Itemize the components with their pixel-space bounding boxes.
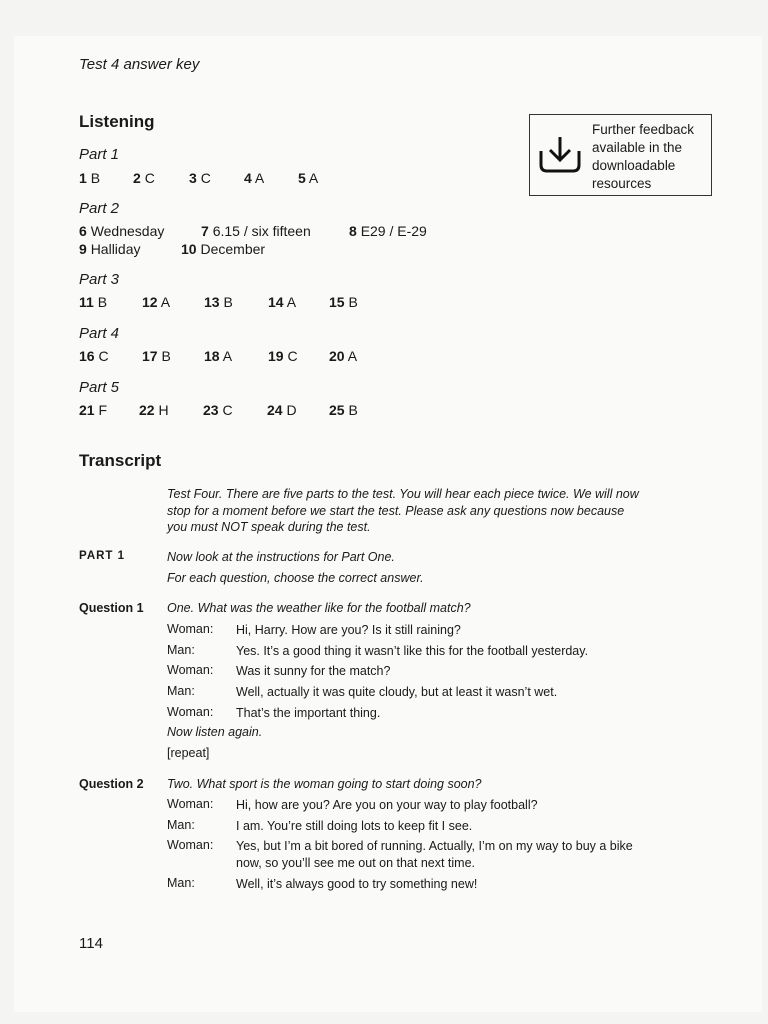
page-header: Test 4 answer key: [79, 56, 200, 73]
speaker: Man:: [167, 684, 195, 698]
answer-number: 8: [349, 223, 357, 239]
part-label: Part 4: [79, 325, 120, 342]
answer-value: A: [308, 170, 319, 186]
answer-number: 20: [329, 348, 345, 364]
speaker: Woman:: [167, 622, 214, 636]
answer-value: 6.15 / six fifteen: [212, 223, 311, 239]
dialogue-line: Hi, how are you? Are you on your way to play football?: [236, 798, 538, 812]
answer-value: A: [347, 348, 358, 364]
answer-value: E29 / E-29: [360, 223, 427, 239]
answer-value: C: [200, 170, 211, 186]
answer-value: B: [348, 294, 358, 310]
answer-value: C: [287, 348, 298, 364]
feedback-box: [529, 114, 712, 196]
answer-value: B: [97, 294, 108, 310]
speaker: Woman:: [167, 838, 214, 852]
page-number: 114: [79, 935, 103, 952]
dialogue-line: Yes. It’s a good thing it wasn’t like this for the football yesterday.: [236, 644, 589, 658]
answer-value: Halliday: [90, 241, 141, 257]
part-label: Part 5: [79, 379, 120, 396]
answer-value: A: [254, 170, 265, 186]
feedback-text: Further feedback available in the downloadable resources: [592, 122, 695, 191]
dialogue-line: Was it sunny for the match?: [236, 664, 391, 678]
dialogue-line: Hi, Harry. How are you? Is it still raining?: [236, 623, 461, 637]
answer-number: 25: [329, 402, 345, 418]
answer-number: 17: [142, 348, 158, 364]
part1-instruction: For each question, choose the correct answer.: [167, 571, 424, 585]
answer-value: A: [286, 294, 297, 310]
answer-number: 11: [79, 294, 94, 310]
answer-number: 13: [204, 294, 220, 310]
part-label: Part 3: [79, 271, 120, 288]
answer-value: B: [348, 402, 358, 418]
speaker: Man:: [167, 818, 195, 832]
answer-value: C: [144, 170, 155, 186]
answer-number: 12: [142, 294, 158, 310]
answer-number: 24: [267, 402, 283, 418]
answer-number: 21: [79, 402, 95, 418]
transcript-intro: Test Four. There are five parts to the test. You will hear each piece twice. We will now stop for a moment before we start the test. Please ask any questions now because you must NOT speak during the test.: [167, 487, 639, 534]
dialogue-line: Well, actually it was quite cloudy, but at least it wasn’t wet.: [236, 685, 558, 699]
question-label: Question 1: [79, 601, 144, 615]
answer-value: B: [223, 294, 233, 310]
answer-number: 6: [79, 223, 87, 239]
answer-number: 5: [298, 170, 306, 186]
answer-number: 23: [203, 402, 219, 418]
answer-number: 3: [189, 170, 197, 186]
dialogue-line: Well, it’s always good to try something new!: [236, 877, 478, 891]
answer-number: 2: [133, 170, 141, 186]
speaker: Woman:: [167, 663, 214, 677]
answer-number: 9: [79, 241, 87, 257]
answer-number: 1: [79, 170, 87, 186]
answer-value: A: [160, 294, 171, 310]
part1-instruction: Now look at the instructions for Part One.: [167, 550, 395, 564]
question-prompt: Two. What sport is the woman going to start doing soon?: [167, 777, 482, 791]
question-prompt: One. What was the weather like for the football match?: [167, 601, 471, 615]
transcript-heading: Transcript: [79, 451, 162, 470]
listen-again: Now listen again.: [167, 725, 263, 739]
answer-value: December: [200, 241, 266, 257]
answer-value: H: [158, 402, 169, 418]
answer-value: B: [161, 348, 171, 364]
answer-number: 14: [268, 294, 284, 310]
answer-number: 15: [329, 294, 345, 310]
answer-value: C: [98, 348, 109, 364]
repeat-note: [repeat]: [167, 746, 210, 760]
speaker: Man:: [167, 876, 195, 890]
download-icon: [538, 133, 582, 175]
answer-value: F: [98, 402, 108, 418]
answer-number: 16: [79, 348, 95, 364]
answer-value: B: [90, 170, 101, 186]
part-label: Part 2: [79, 200, 120, 217]
listening-heading: Listening: [79, 112, 155, 131]
dialogue-line: That’s the important thing.: [236, 706, 381, 720]
speaker: Woman:: [167, 705, 214, 719]
answer-value: D: [286, 402, 297, 418]
answer-value: Wednesday: [90, 223, 165, 239]
answer-value: C: [222, 402, 233, 418]
answer-number: 7: [201, 223, 209, 239]
dialogue-line: I am. You’re still doing lots to keep fit I see.: [236, 819, 473, 833]
answer-number: 4: [244, 170, 252, 186]
part1-label: PART 1: [79, 550, 126, 562]
answer-number: 10: [181, 241, 197, 257]
dialogue-line: Yes, but I’m a bit bored of running. Actually, I’m on my way to buy a bike now, so you’ll see me out on that next time.: [236, 839, 633, 870]
answer-number: 19: [268, 348, 284, 364]
speaker: Woman:: [167, 797, 214, 811]
answer-number: 18: [204, 348, 220, 364]
question-label: Question 2: [79, 777, 144, 791]
answer-value: A: [222, 348, 233, 364]
speaker: Man:: [167, 643, 195, 657]
part-label: Part 1: [79, 146, 120, 163]
answer-number: 22: [139, 402, 155, 418]
